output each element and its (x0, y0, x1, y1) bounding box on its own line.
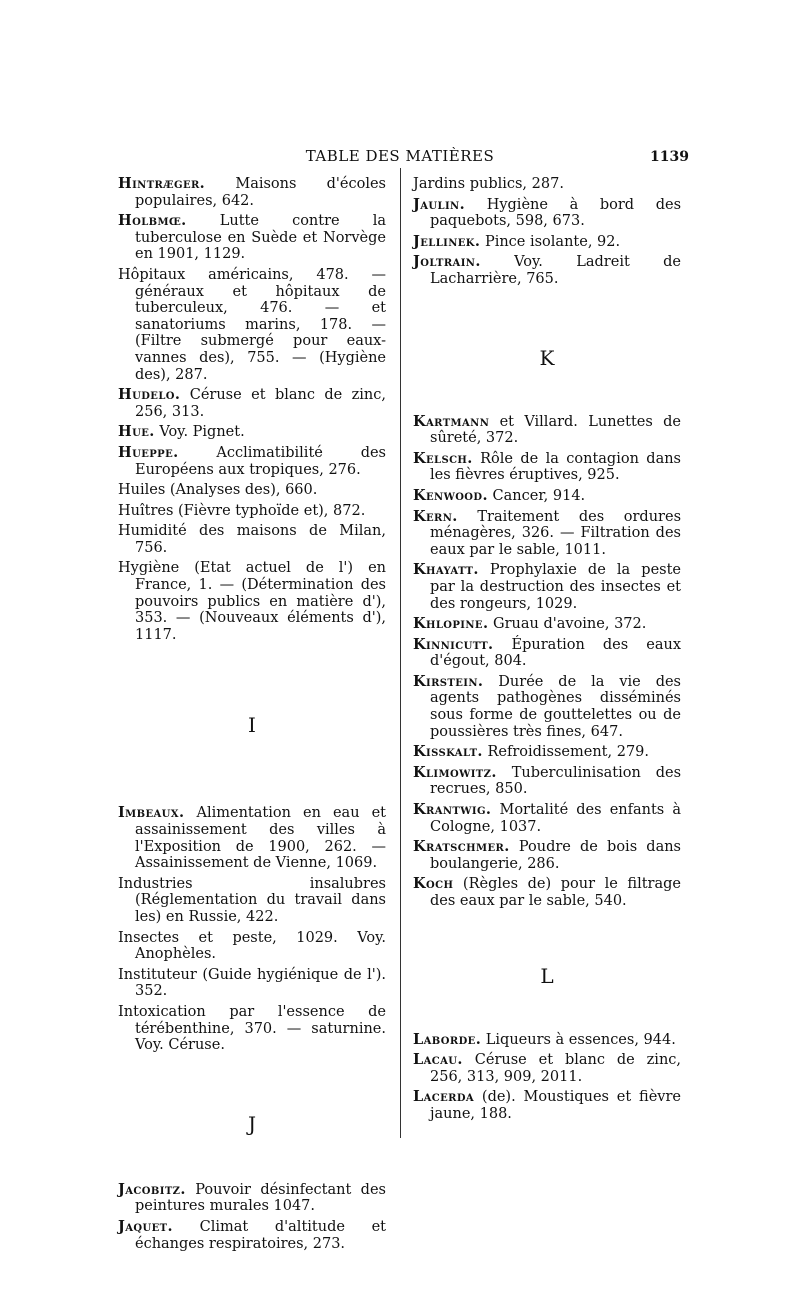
entry-text: Hygiène (Etat actuel de l') en France, 1. — (Détermination des pouvoirs publics en matière d'), 353. — (Nouveaux éléments d'), 1117. (118, 560, 386, 643)
entry-text: Voy. Ladreit de Lacharrière, 765. (430, 254, 682, 287)
index-entry (413, 488, 681, 505)
index-entry (413, 1032, 681, 1049)
index-entry (413, 1089, 681, 1122)
entry-head: Kratschmer. (413, 838, 510, 856)
entry-text: Acclimatibilité des Européens aux tropiques, 276. (135, 444, 386, 478)
index-entry (118, 213, 386, 263)
entry-text: Gruau d'avoine, 372. (493, 616, 647, 633)
entry-text: Huîtres (Fièvre typhoïde et), 872. (118, 502, 366, 519)
entry-text: Instituteur (Guide hygiénique de l'). 352. (118, 966, 386, 1000)
entry-head: Hueppe. (118, 443, 179, 461)
entry-text: Humidité des maisons de Milan, 756. (118, 523, 386, 556)
index-entry (118, 482, 386, 499)
entry-text: Prophylaxie de la peste par la destruction des insectes et des rongeurs, 1029. (430, 562, 681, 612)
index-entry (118, 805, 386, 871)
section-letter-k: K (539, 345, 555, 370)
entry-head: Khlopine. (413, 615, 489, 633)
index-entry (118, 387, 386, 420)
index-entry (413, 765, 681, 798)
index-entry (118, 1182, 386, 1215)
entry-text: Céruse et blanc de zinc, 256, 313. (135, 387, 387, 420)
entry-text: Alimentation en eau et assainissement des villes à l'Exposition de 1900, 262. — Assainissement de Vienne, 1069. (135, 805, 387, 872)
entry-text: Huiles (Analyses des), 660. (118, 482, 318, 499)
left-column (118, 176, 386, 1256)
index-entry (118, 523, 386, 556)
index-entry (413, 802, 681, 835)
index-entry (118, 967, 386, 1000)
running-head: TABLE DES MATIÈRES (305, 147, 495, 165)
entry-text: Durée de la vie des agents pathogènes disséminés sous forme de gouttelettes ou de poussières très fines, 647. (430, 673, 682, 740)
entry-head: Krantwig. (413, 801, 492, 819)
entry-text: Lutte contre la tuberculose en Suède et Norvège en 1901, 1129. (135, 213, 387, 263)
entry-head: Kinnicutt. (413, 635, 494, 653)
entry-text: (de). Moustiques et fièvre jaune, 188. (430, 1089, 681, 1122)
entry-head: Joltrain. (413, 253, 481, 271)
entry-head: Hintræger. (118, 175, 206, 192)
index-entry (118, 445, 386, 478)
entry-text: Insectes et peste, 1029. Voy. Anophèles. (118, 929, 386, 963)
column-divider (400, 168, 401, 1138)
index-entry (413, 744, 681, 761)
entry-head: Lacau. (413, 1051, 463, 1069)
index-entry (118, 560, 386, 643)
entry-text: Pince isolante, 92. (484, 233, 621, 250)
index-entry (413, 562, 681, 612)
entry-head: Klimowitz. (413, 763, 497, 781)
entry-head: Laborde. (413, 1030, 482, 1048)
entry-text: Rôle de la contagion dans les fièvres éruptives, 925. (430, 450, 682, 484)
index-entry (413, 254, 681, 287)
index-entry (413, 674, 681, 740)
entry-head: Holbmœ. (118, 212, 187, 230)
entries-j (118, 1182, 386, 1252)
page-number: 1139 (650, 149, 689, 165)
entry-head: Koch (413, 875, 454, 893)
right-column (413, 176, 681, 1127)
section-letter-l: L (540, 963, 554, 988)
index-entry (118, 424, 386, 441)
entry-text: Tuberculinisation des recrues, 850. (430, 764, 682, 798)
index-entry (118, 176, 386, 209)
entry-text: Hôpitaux américains, 478. — généraux et hôpitaux de tuberculeux, 476. — et sanatoriums marins, 178. — (Filtre submergé pour eaux-vannes des), 755. — (Hygiène des), 287. (118, 266, 386, 383)
entry-head: Kern. (413, 507, 458, 525)
entry-head: Hudelo. (118, 386, 181, 404)
entry-text: Mortalité des enfants à Cologne, 1037. (430, 802, 681, 835)
index-entry (413, 234, 681, 251)
index-entry (413, 1052, 681, 1085)
entries-i (118, 805, 386, 1053)
entry-head: Jaquet. (118, 1217, 173, 1235)
entry-text: Cancer, 914. (492, 487, 586, 504)
entry-head: Imbeaux. (118, 804, 185, 822)
entries-l (413, 1032, 681, 1123)
entry-text: Industries insalubres (Réglementation du travail dans les) en Russie, 422. (118, 875, 386, 925)
index-entry (413, 876, 681, 909)
index-entry (413, 197, 681, 230)
entry-text: Jardins publics, 287. (413, 176, 564, 192)
index-entry (118, 876, 386, 926)
index-entry (118, 930, 386, 963)
entry-head: Jaulin. (413, 195, 466, 213)
index-entry (413, 176, 681, 193)
index-entry (413, 616, 681, 633)
entry-text: et Villard. Lunettes de sûreté, 372. (430, 413, 681, 447)
entry-text: Liqueurs à essences, 944. (485, 1031, 676, 1048)
entry-text: Hygiène à bord des paquebots, 598, 673. (430, 196, 682, 230)
entry-text: Poudre de bois dans boulangerie, 286. (430, 839, 681, 872)
entries-h (118, 176, 386, 643)
index-entry (413, 637, 681, 670)
index-entry (413, 414, 681, 447)
entry-text: Voy. Pignet. (159, 424, 245, 441)
entry-text: Pouvoir désinfectant des peintures murales 1047. (135, 1181, 386, 1215)
index-entry (118, 503, 386, 520)
entry-text: Refroidissement, 279. (487, 744, 650, 761)
index-entry (413, 839, 681, 872)
entry-text: Climat d'altitude et échanges respiratoires, 273. (135, 1218, 387, 1252)
entry-text: Maisons d'écoles populaires, 642. (135, 176, 386, 209)
index-entry (118, 1219, 386, 1252)
index-entry (413, 451, 681, 484)
entries-j-cont (413, 176, 681, 288)
entries-k (413, 414, 681, 910)
entry-head: Hue. (118, 423, 155, 441)
index-entry (118, 267, 386, 383)
entry-text: (Règles de) pour le filtrage des eaux par le sable, 540. (430, 876, 681, 909)
entry-text: Intoxication par l'essence de térébenthine, 370. — saturnine. Voy. Céruse. (118, 1003, 386, 1054)
entry-head: Kisskalt. (413, 743, 483, 761)
entry-text: Traitement des ordures ménagères, 326. — Filtration des eaux par le sable, 1011. (430, 508, 682, 558)
entry-head: Kenwood. (413, 486, 488, 504)
entry-head: Khayatt. (413, 561, 479, 579)
entry-head: Jellinek. (413, 232, 481, 250)
entry-text: Céruse et blanc de zinc, 256, 313, 909, 2011. (430, 1052, 682, 1085)
section-letter-i: I (248, 713, 256, 738)
entry-head: Kelsch. (413, 449, 473, 467)
entry-head: Kirstein. (413, 672, 484, 690)
entry-head: Lacerda (413, 1088, 475, 1106)
entry-head: Kartmann (413, 412, 490, 430)
index-entry (413, 509, 681, 559)
section-letter-j: J (247, 1111, 257, 1136)
entry-head: Jacobitz. (118, 1180, 186, 1198)
entry-text: Épuration des eaux d'égout, 804. (430, 636, 681, 670)
index-entry (118, 1004, 386, 1054)
